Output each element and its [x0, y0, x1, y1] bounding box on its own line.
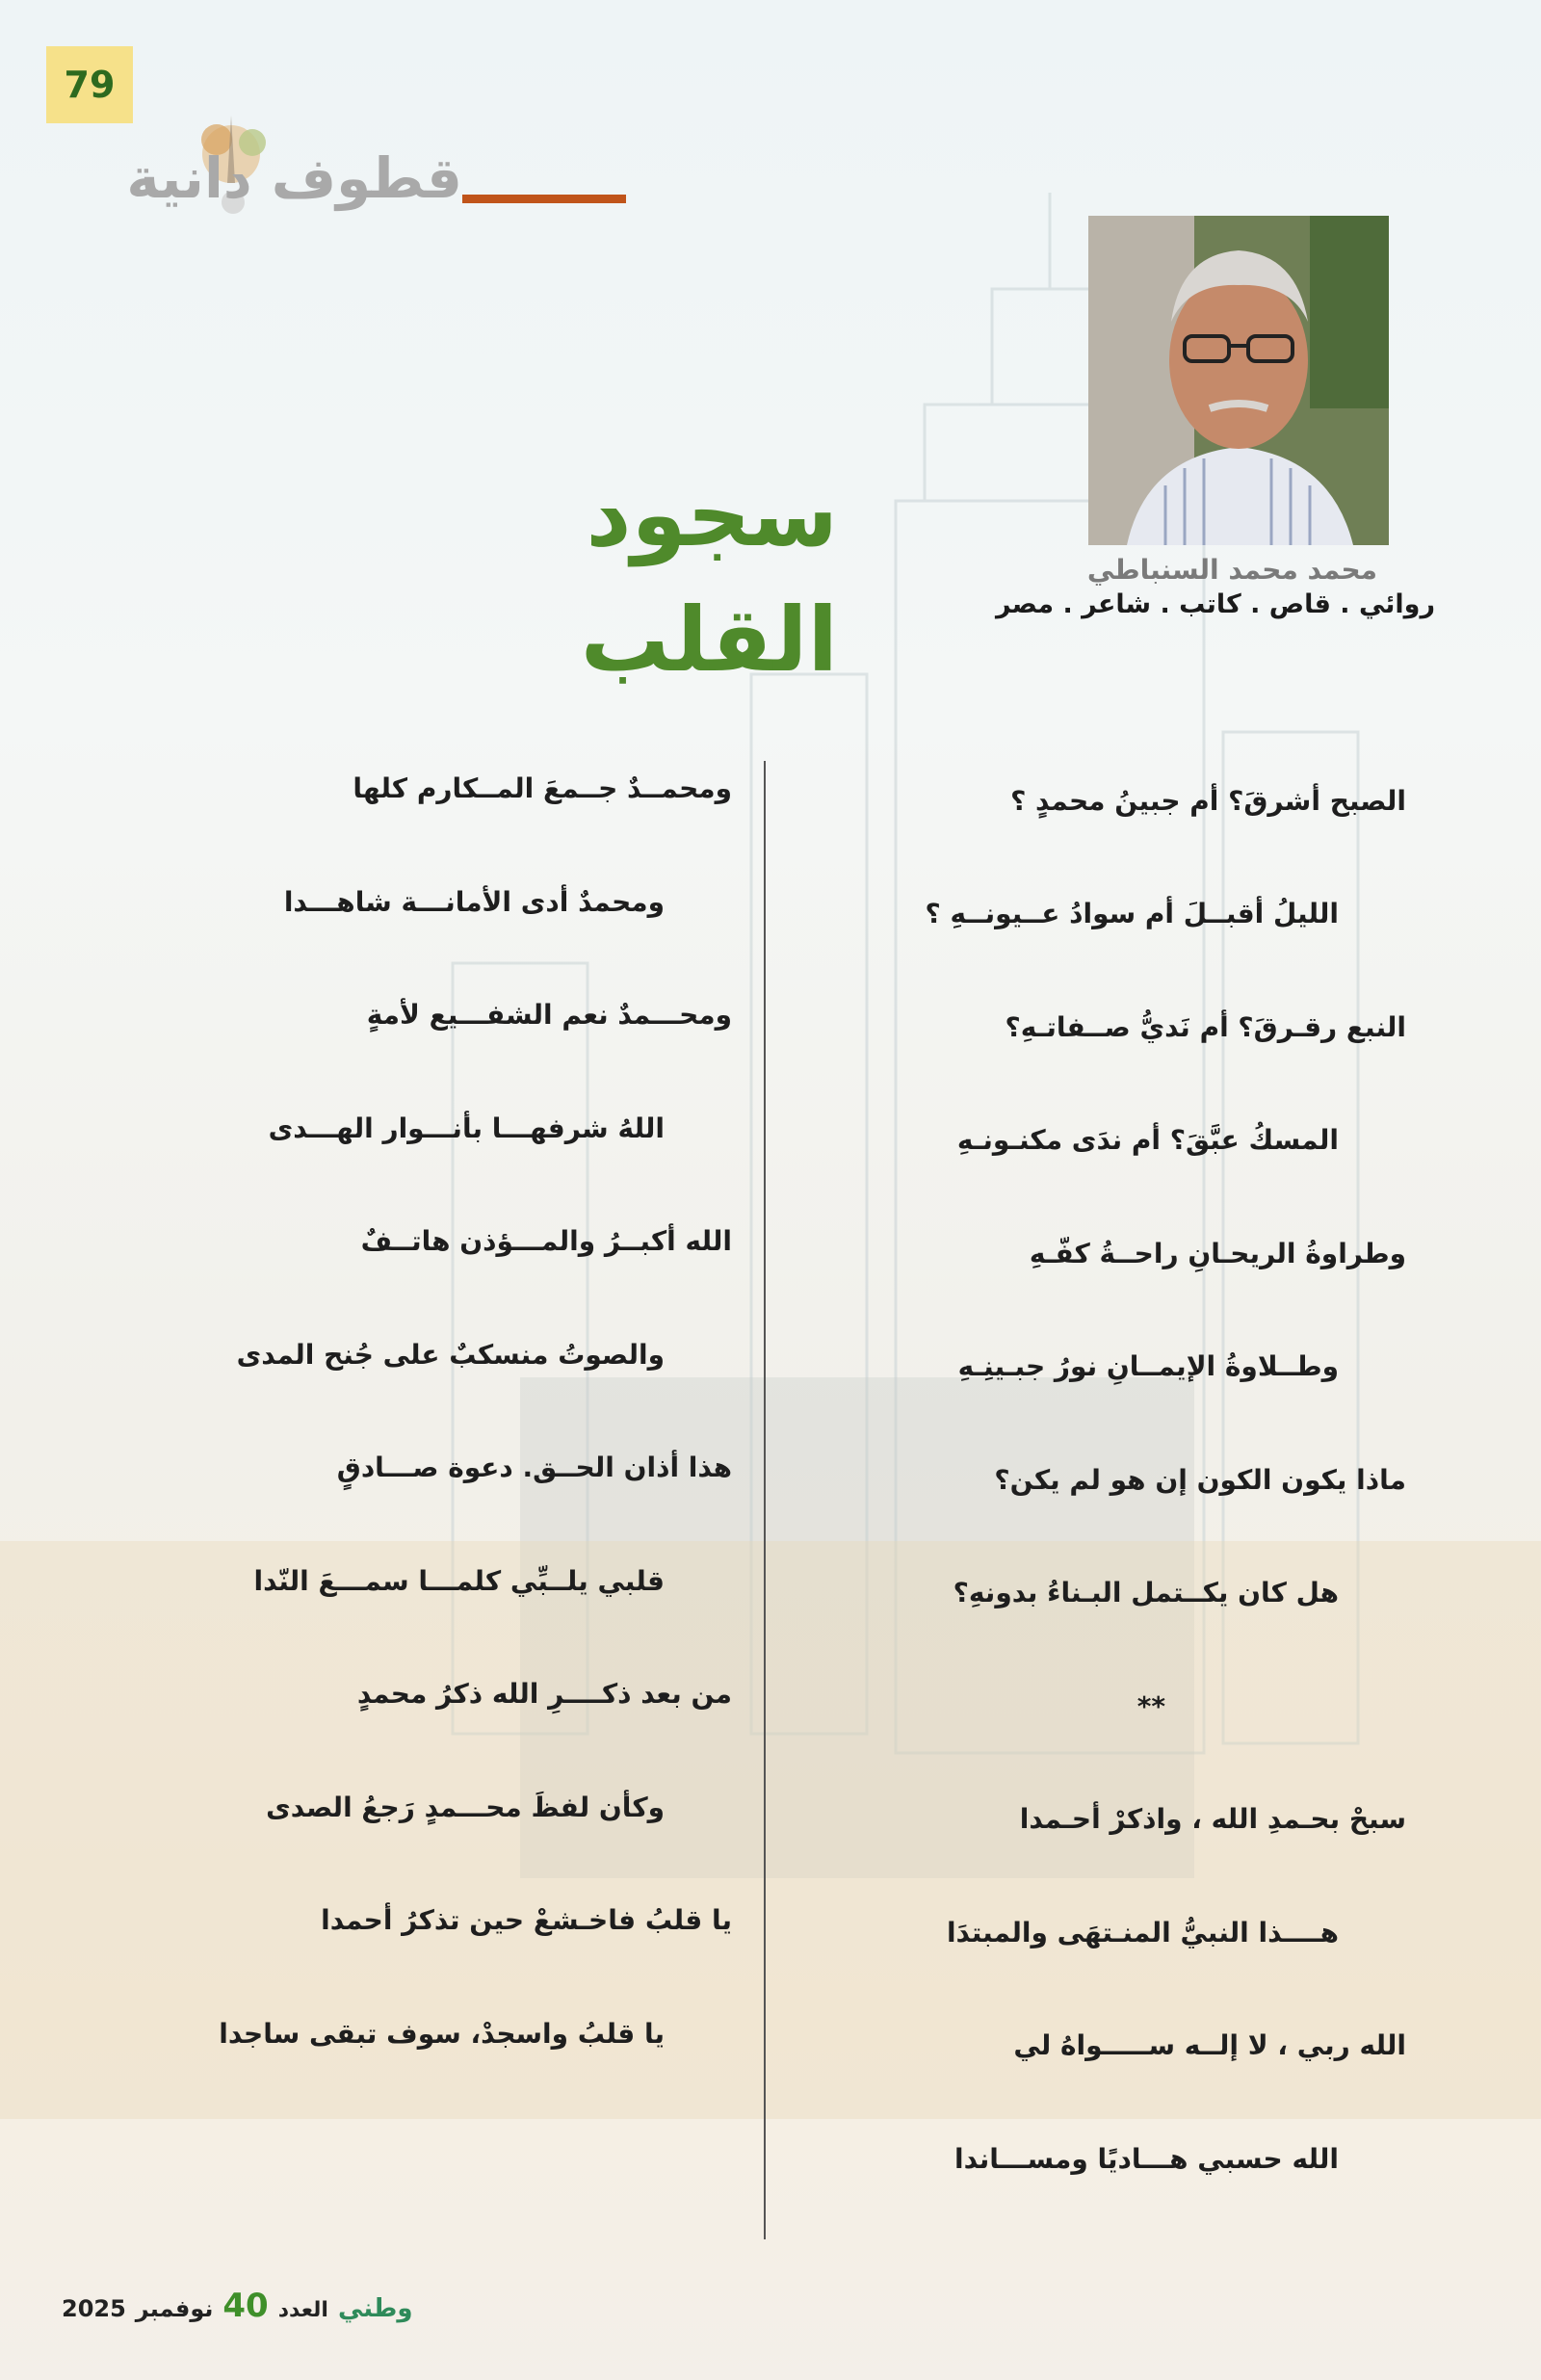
poem-line: يا قلبُ واسجدْ، سوف تبقى ساجدا	[219, 2018, 665, 2050]
poem-line: ماذا يكون الكون إن هو لم يكن؟	[994, 1464, 1406, 1496]
poem-line: من بعد ذكــــرِ الله ذكرُ محمدٍ	[356, 1678, 732, 1710]
poem-line: الله ربي ، لا إلــه ســـــواهُ لي	[1013, 2029, 1406, 2061]
footer-magazine-name: وطني	[337, 2294, 413, 2323]
footer-issue-label: العدد	[277, 2298, 328, 2322]
poem-separator: **	[1136, 1690, 1165, 1722]
poem-line: وطراوةُ الريحـانِ راحــةُ كفّـهِ	[1029, 1238, 1406, 1269]
author-roles: روائي . قاص . كاتب . شاعر . مصر	[995, 589, 1435, 619]
poem-line: اللهُ شرفهـــا بأنـــوار الهـــدى	[268, 1112, 665, 1144]
poem-line: ومحمــدٌ جــمعَ المــكارم كلها	[353, 772, 732, 804]
poem-line: والصوتُ منسكبٌ على جُنح المدى	[236, 1339, 665, 1371]
poem-line: الله حسبي هـــاديًا ومســـاندا	[954, 2143, 1339, 2175]
poem-line: الله أكبــرُ والمـــؤذن هاتــفٌ	[360, 1225, 732, 1257]
poem-line: المسكُ عبَّقَ؟ أم ندَى مكنـونـهِ	[956, 1124, 1339, 1156]
poem-line: الصبح أشرقَ؟ أم جبينُ محمدٍ ؟	[1010, 785, 1406, 817]
poem-line: يا قلبُ فاخـشعْ حين تذكرُ أحمدا	[321, 1904, 732, 1936]
poem-line: هــــذا النبيُّ المنـتهَى والمبتدَا	[946, 1917, 1339, 1948]
article-title: سجود القلب	[580, 463, 838, 692]
poem-line: الليلُ أقبــلَ أم سوادُ عــيونــهِ ؟	[925, 898, 1339, 929]
poem-line: وكأن لفظَ محـــمدٍ رَجعُ الصدى	[266, 1792, 665, 1823]
footer-year: 2025	[62, 2295, 126, 2322]
column-divider	[764, 761, 766, 2239]
author-name: محمد محمد السنباطي	[1086, 554, 1377, 586]
poem-line: ومحـــمدٌ نعم الشفـــيع لأمةٍ	[366, 999, 732, 1031]
section-logo	[77, 96, 462, 231]
page-number: 79	[46, 46, 133, 123]
poem-line: هل كان يكــتمل البـناءُ بدونهِ؟	[953, 1577, 1339, 1608]
header-divider	[462, 195, 626, 203]
author-photo	[1088, 216, 1389, 545]
footer	[62, 2287, 466, 2335]
poem-line: هذا أذان الحــق. دعوة صـــادقٍ	[336, 1452, 732, 1483]
poem-line: ومحمدٌ أدى الأمانـــة شاهـــدا	[283, 886, 665, 918]
poem-line: قلبي يلــبِّي كلمـــا سمـــعَ النّدا	[253, 1565, 665, 1597]
poem-line: وطــلاوةُ الإيمــانِ نورُ جبـينِـهِ	[957, 1350, 1339, 1382]
poem-line: سبحْ بحـمدِ الله ، واذكرْ أحـمدا	[1019, 1803, 1406, 1835]
section-logo-text: قطوف دانية	[126, 145, 462, 211]
footer-month: نوفمبر	[135, 2295, 214, 2322]
footer-issue-number: 40	[222, 2287, 269, 2325]
poem-line: النبع رقـرقَ؟ أم نَديُّ صــفاتـهِ؟	[1005, 1011, 1406, 1043]
